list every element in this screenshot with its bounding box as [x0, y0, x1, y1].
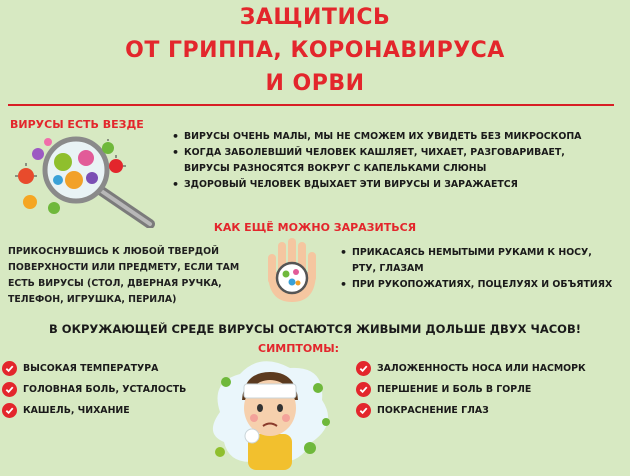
symptom-item [356, 402, 616, 418]
symptom-label: КАШЕЛЬ, ЧИХАНИЕ [23, 404, 130, 416]
list-item: • ЗДОРОВЫЙ ЧЕЛОВЕК ВДЫХАЕТ ЭТИ ВИРУСЫ И ЗАРАЖАЕТСЯ [172, 177, 612, 193]
symptom-item [2, 360, 222, 376]
section-heading-viruses: ВИРУСЫ ЕСТЬ ВЕЗДЕ [10, 118, 144, 131]
check-circle-icon [2, 382, 17, 397]
symptom-item [2, 381, 222, 397]
title-line-3: И ОРВИ [265, 71, 365, 96]
symptom-item [356, 381, 616, 397]
hand-with-germs-icon [258, 236, 324, 306]
symptom-label: ЗАЛОЖЕННОСТЬ НОСА ИЛИ НАСМОРК [377, 362, 586, 374]
title-line-1: ЗАЩИТИСЬ [239, 5, 391, 30]
list-item: • ВИРУСЫ ОЧЕНЬ МАЛЫ, МЫ НЕ СМОЖЕМ ИХ УВИДЕТЬ БЕЗ МИКРОСКОПА [172, 129, 612, 145]
viruses-bullet-list [172, 129, 612, 193]
sick-child-icon [200, 352, 340, 472]
title-divider [8, 104, 614, 106]
infection-left-text: ПРИКОСНУВШИСЬ К ЛЮБОЙ ТВЕРДОЙ ПОВЕРХНОСТИ ИЛИ ПРЕДМЕТУ, ЕСЛИ ТАМ ЕСТЬ ВИРУСЫ (СТОЛ, ДВЕРНАЯ РУЧКА, ТЕЛЕФОН, ИГРУШКА, ПЕРИЛА) [8, 246, 240, 305]
infection-bullet-list [340, 245, 620, 293]
check-circle-icon [2, 361, 17, 376]
symptom-item [2, 402, 222, 418]
symptom-label: ПЕРШЕНИЕ И БОЛЬ В ГОРЛЕ [377, 383, 532, 395]
symptoms-right-list [356, 360, 616, 418]
check-circle-icon [356, 403, 371, 418]
symptom-item [356, 360, 616, 376]
list-item: • КОГДА ЗАБОЛЕВШИЙ ЧЕЛОВЕК КАШЛЯЕТ, ЧИХАЕТ, РАЗГОВАРИВАЕТ, ВИРУСЫ РАЗНОСЯТСЯ ВОКРУГ С КАПЕЛЬКАМИ СЛЮНЫ [172, 145, 574, 177]
check-circle-icon [356, 361, 371, 376]
list-item: • ПРИКАСАЯСЬ НЕМЫТЫМИ РУКАМИ К НОСУ, РТУ, ГЛАЗАМ [340, 245, 602, 277]
symptom-label: ВЫСОКАЯ ТЕМПЕРАТУРА [23, 362, 159, 374]
section-heading-infection: КАК ЕЩЁ МОЖНО ЗАРАЗИТЬСЯ [213, 221, 417, 234]
check-circle-icon [356, 382, 371, 397]
symptom-label: ПОКРАСНЕНИЕ ГЛАЗ [377, 404, 489, 416]
symptoms-left-list [2, 360, 222, 418]
survival-message: В ОКРУЖАЮЩЕЙ СРЕДЕ ВИРУСЫ ОСТАЮТСЯ ЖИВЫМИ ДОЛЬШЕ ДВУХ ЧАСОВ! [49, 322, 581, 336]
check-circle-icon [2, 403, 17, 418]
list-item: • ПРИ РУКОПОЖАТИЯХ, ПОЦЕЛУЯХ И ОБЪЯТИЯХ [340, 277, 620, 293]
symptom-label: ГОЛОВНАЯ БОЛЬ, УСТАЛОСТЬ [23, 383, 187, 395]
symptoms-heading: СИМПТОМЫ: [258, 342, 340, 355]
title-line-2: ОТ ГРИППА, КОРОНАВИРУСА [125, 38, 505, 63]
magnifier-with-viruses-icon [8, 136, 158, 228]
